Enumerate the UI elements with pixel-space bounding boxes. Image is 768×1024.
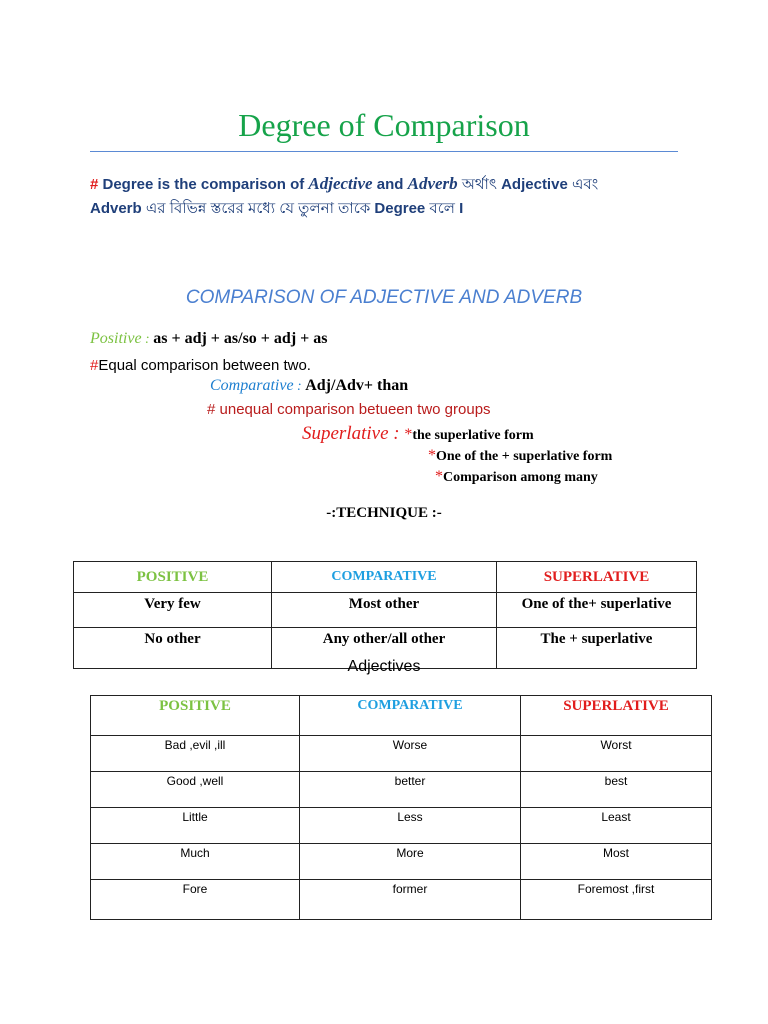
table-row bbox=[74, 593, 697, 628]
superlative-line-3 bbox=[435, 468, 598, 486]
table-cell: Foremost ,first bbox=[521, 880, 712, 920]
positive-note-hash: # bbox=[90, 357, 99, 374]
superlative-rule bbox=[302, 423, 534, 445]
intro-text-1: Degree is the comparison of bbox=[98, 176, 309, 193]
comparative-rule bbox=[210, 377, 408, 395]
table-cell: More bbox=[300, 844, 521, 880]
superlative-line-2 bbox=[428, 447, 612, 465]
header-comparative: COMPARATIVE bbox=[272, 562, 497, 593]
table-cell: Most bbox=[521, 844, 712, 880]
table-row bbox=[91, 772, 712, 808]
table-row bbox=[91, 808, 712, 844]
comparative-note-hash: # bbox=[207, 401, 220, 418]
intro-text-5: Degree bbox=[374, 200, 430, 217]
comparative-label: Comparative bbox=[210, 377, 294, 394]
table-cell: One of the+ superlative bbox=[497, 593, 697, 628]
intro-hash: # bbox=[90, 176, 99, 193]
table-cell: Any other/all other bbox=[272, 628, 497, 669]
adjectives-caption: Adjectives bbox=[347, 658, 421, 675]
positive-sep: : bbox=[141, 332, 154, 347]
table-cell: Fore bbox=[91, 880, 300, 920]
superlative-star-3: * bbox=[435, 468, 443, 485]
section-heading: COMPARISON OF ADJECTIVE AND ADVERB bbox=[185, 287, 583, 308]
table-cell: former bbox=[300, 880, 521, 920]
table-cell: Good ,well bbox=[91, 772, 300, 808]
table-cell: Most other bbox=[272, 593, 497, 628]
table-cell: better bbox=[300, 772, 521, 808]
header-positive: POSITIVE bbox=[91, 696, 300, 736]
intro-bangla-2: এবং bbox=[571, 176, 599, 193]
intro-text-4: Adverb bbox=[90, 200, 146, 217]
positive-formula: as + adj + as/so + adj + as bbox=[153, 330, 328, 347]
table-cell: Little bbox=[91, 808, 300, 844]
comparative-sep: : bbox=[293, 379, 306, 394]
table-cell: Bad ,evil ,ill bbox=[91, 736, 300, 772]
intro-adverb: Adverb bbox=[407, 174, 458, 193]
intro-text-6: I bbox=[459, 200, 464, 217]
technique-heading: -:TECHNIQUE :- bbox=[326, 505, 442, 521]
table-cell: Least bbox=[521, 808, 712, 844]
intro-bangla-4: বলে bbox=[429, 200, 460, 217]
header-positive: POSITIVE bbox=[74, 562, 272, 593]
comparative-note-text: unequal comparison betueen two groups bbox=[219, 401, 491, 418]
superlative-item-1: the superlative form bbox=[412, 428, 534, 443]
header-superlative: SUPERLATIVE bbox=[497, 562, 697, 593]
positive-note-text: Equal comparison between two. bbox=[98, 357, 311, 374]
table-header-row bbox=[91, 696, 712, 736]
intro-adjective: Adjective bbox=[308, 174, 373, 193]
header-comparative: COMPARATIVE bbox=[300, 696, 521, 736]
table-header-row bbox=[74, 562, 697, 593]
intro-bangla-1: অর্থাৎ bbox=[457, 176, 502, 193]
superlative-star-2: * bbox=[428, 447, 436, 464]
superlative-item-3: Comparison among many bbox=[443, 470, 598, 485]
comparative-note bbox=[207, 401, 491, 418]
intro-text-2: and bbox=[372, 176, 408, 193]
intro-bangla-3: এর বিভিন্ন স্তরের মধ্যে যে তুলনা তাকে bbox=[145, 200, 375, 217]
superlative-star-1: * bbox=[404, 426, 413, 443]
page-title: Degree of Comparison bbox=[238, 107, 530, 143]
table-cell: The + superlative bbox=[497, 628, 697, 669]
header-superlative: SUPERLATIVE bbox=[521, 696, 712, 736]
superlative-label: Superlative : bbox=[302, 423, 405, 444]
table-row bbox=[91, 880, 712, 920]
comparative-formula: Adj/Adv+ than bbox=[305, 377, 409, 394]
positive-label: Positive bbox=[90, 330, 142, 347]
table-cell: Much bbox=[91, 844, 300, 880]
positive-note bbox=[90, 357, 311, 374]
table-cell: No other bbox=[74, 628, 272, 669]
technique-table bbox=[73, 561, 697, 669]
positive-rule bbox=[90, 330, 328, 348]
title-divider bbox=[90, 151, 678, 152]
table-cell: best bbox=[521, 772, 712, 808]
table-cell: Worse bbox=[300, 736, 521, 772]
intro-paragraph bbox=[90, 172, 690, 221]
adjectives-table bbox=[90, 695, 712, 920]
table-row bbox=[91, 736, 712, 772]
superlative-item-2: One of the + superlative form bbox=[436, 449, 613, 464]
table-row bbox=[91, 844, 712, 880]
table-cell: Very few bbox=[74, 593, 272, 628]
intro-text-3: Adjective bbox=[501, 176, 572, 193]
table-cell: Worst bbox=[521, 736, 712, 772]
table-cell: Less bbox=[300, 808, 521, 844]
